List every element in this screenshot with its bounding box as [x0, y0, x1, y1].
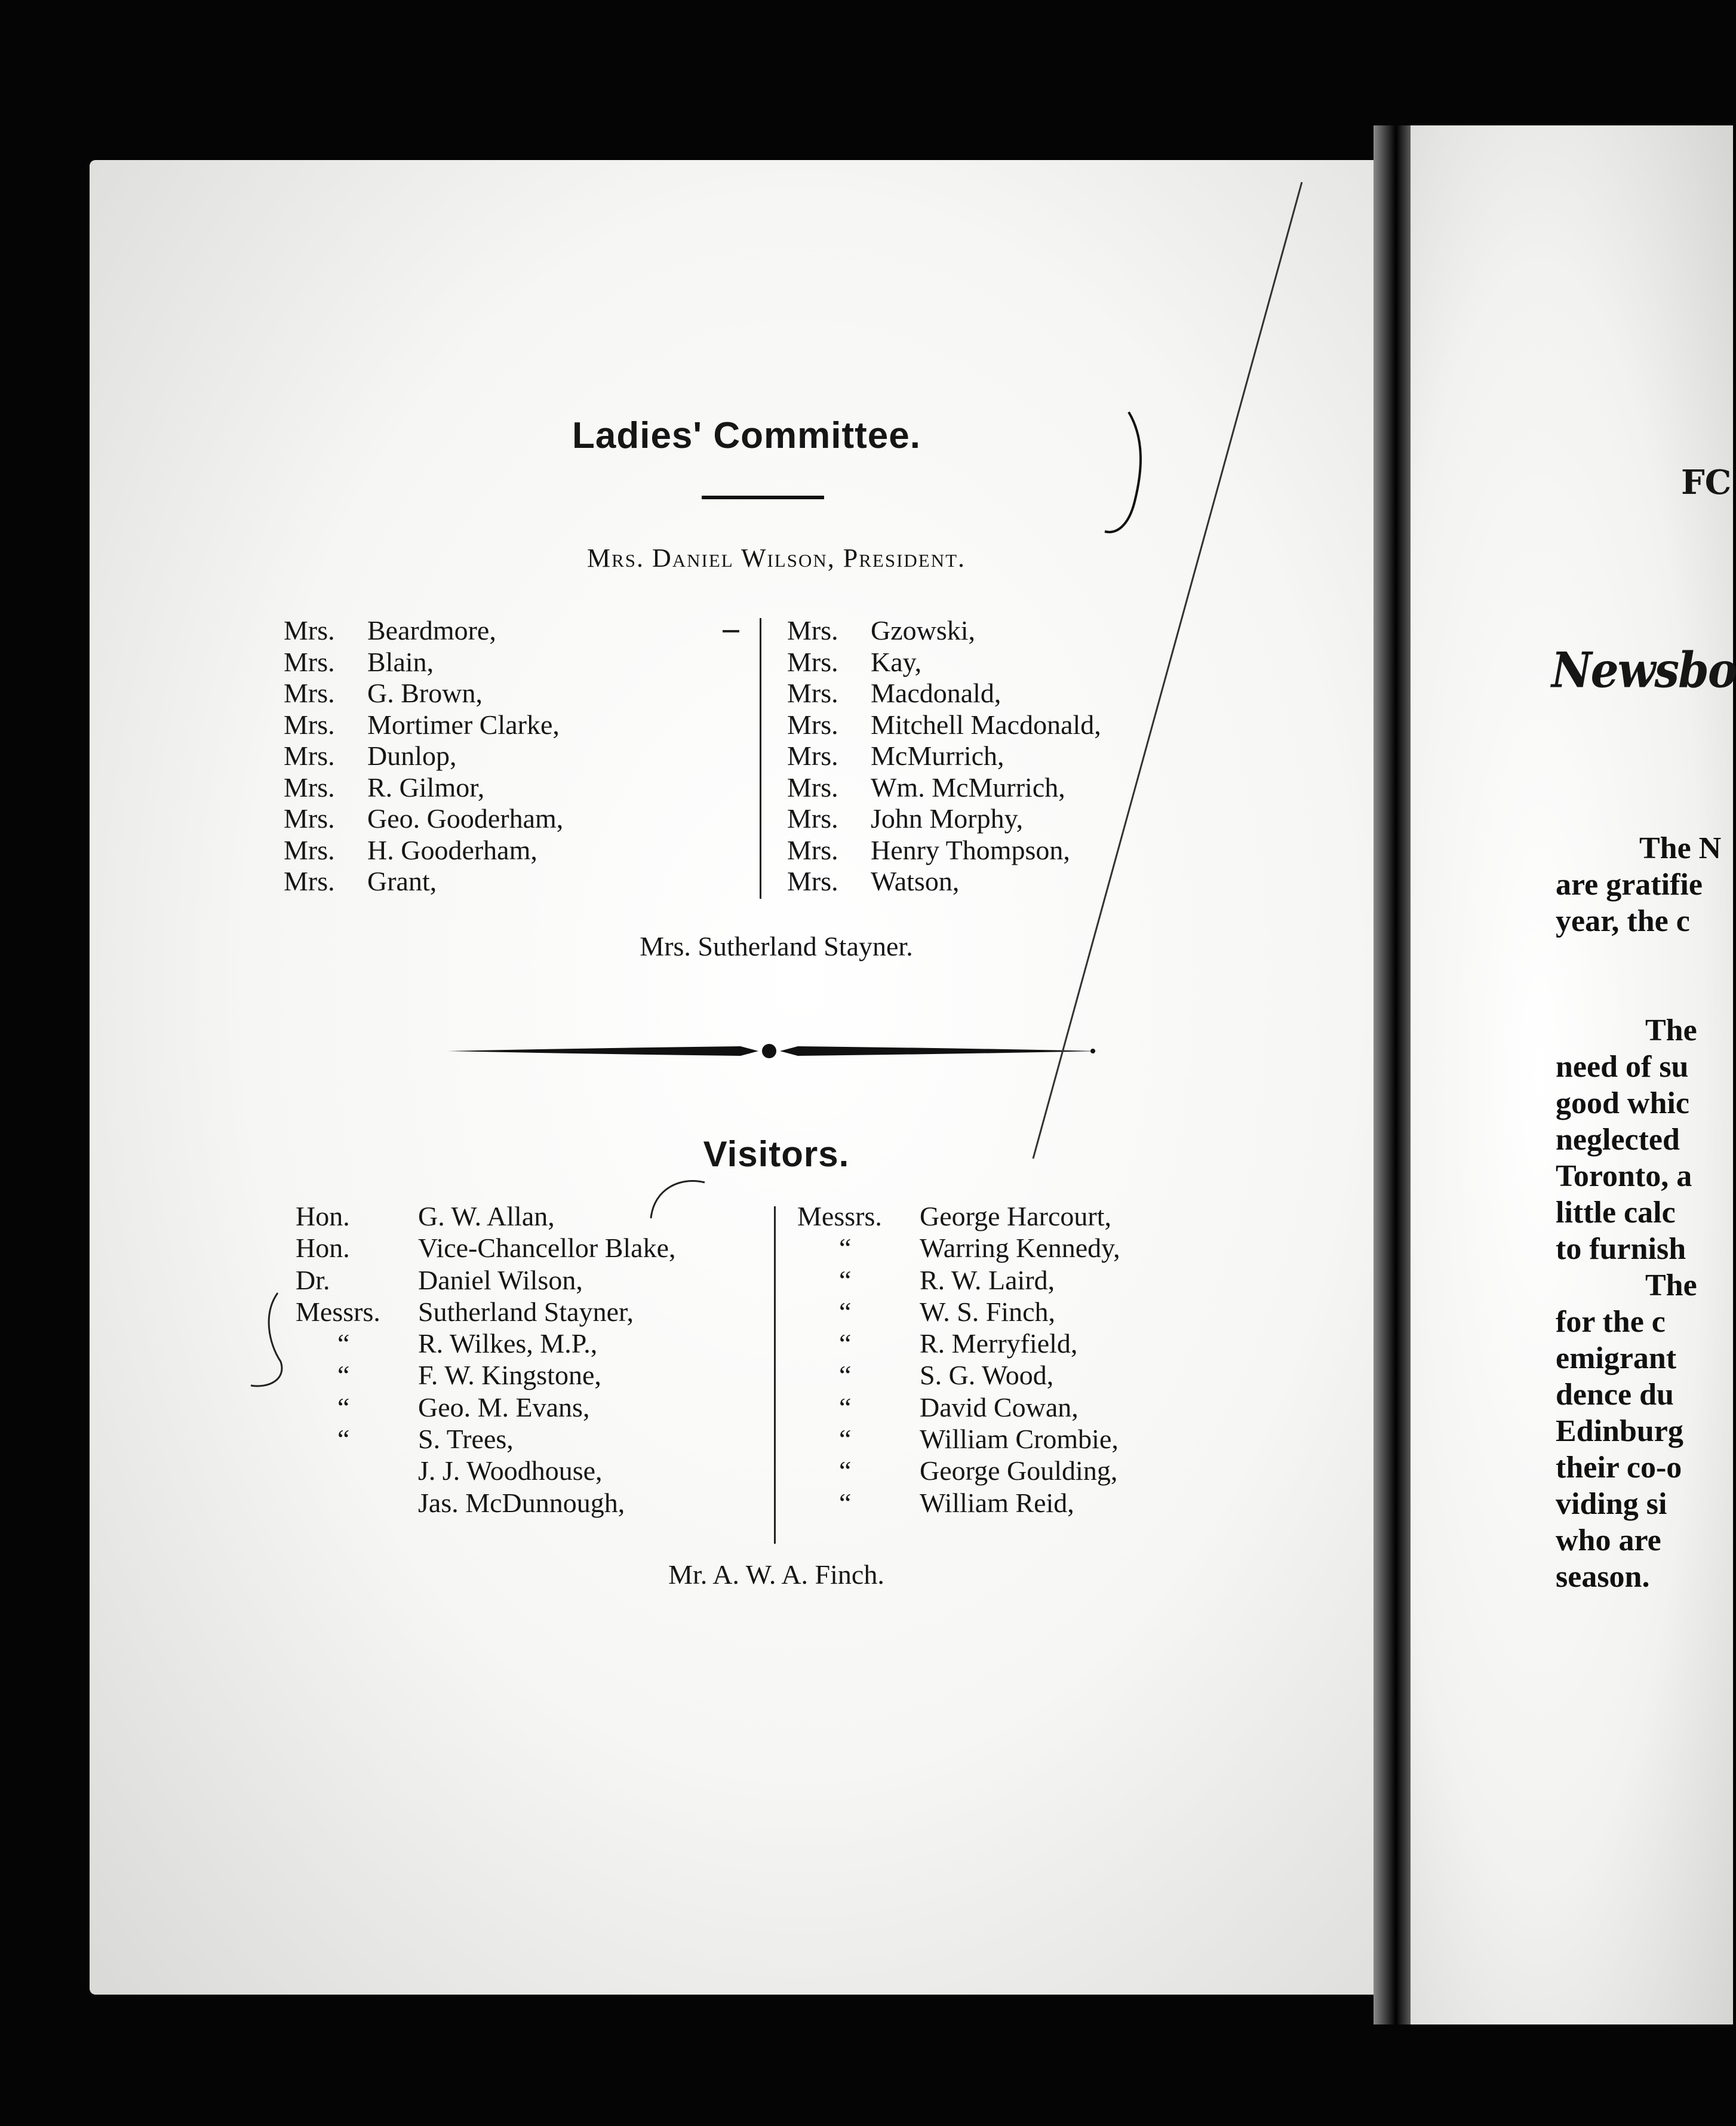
visitors-left-column — [296, 1200, 676, 1519]
list-item: “ S. G. Wood, — [839, 1360, 1054, 1391]
list-item: “ S. Trees, — [337, 1424, 514, 1455]
list-item: Dr. Daniel Wilson, — [296, 1264, 583, 1295]
right-page-title-fragment: FC — [1681, 463, 1732, 502]
right-page-blackletter-fragment: Newsbo — [1551, 642, 1736, 699]
pen-scribble-decoration — [245, 1290, 293, 1397]
dash-mark — [723, 630, 739, 632]
list-item: Mrs. Geo. Gooderham, — [284, 803, 564, 834]
text-line: good whic — [1556, 1086, 1689, 1120]
list-item: Jas. McDunnough, — [418, 1487, 625, 1518]
list-item: Mrs. Mortimer Clarke, — [284, 709, 560, 740]
list-item: Messrs. Sutherland Stayner, — [296, 1296, 634, 1327]
list-item: “ William Crombie, — [839, 1424, 1119, 1455]
list-item: Mrs. H. Gooderham, — [284, 834, 537, 865]
ornamental-divider — [442, 1036, 1105, 1066]
text-line: year, the c — [1556, 904, 1690, 938]
text-line: little calc — [1556, 1196, 1676, 1230]
list-item: “ R. Wilkes, M.P., — [337, 1328, 598, 1359]
text-line: are gratifie — [1556, 868, 1703, 902]
text-line: Toronto, a — [1556, 1159, 1692, 1193]
text-line: need of su — [1556, 1050, 1689, 1084]
text-line: The — [1645, 1268, 1697, 1302]
text-line: viding si — [1556, 1487, 1667, 1521]
text-line: to furnish — [1556, 1232, 1686, 1266]
text-line: who are — [1556, 1523, 1661, 1557]
text-line: their co-o — [1556, 1451, 1682, 1485]
right-page-text-block — [1556, 830, 1721, 1595]
list-item: Mrs. Grant, — [284, 866, 437, 896]
list-item: Mrs. R. Gilmor, — [284, 772, 485, 803]
list-item: Mrs. Blain, — [284, 646, 434, 677]
list-item: Mrs. Mitchell Macdonald, — [787, 709, 1101, 740]
list-item: “ Warring Kennedy, — [839, 1233, 1120, 1264]
list-item: “ F. W. Kingstone, — [337, 1360, 601, 1391]
list-item: “ George Goulding, — [839, 1455, 1118, 1486]
list-item: Mrs. Gzowski, — [787, 615, 976, 646]
list-item: Mrs. Macdonald, — [787, 678, 1001, 708]
text-line: Edinburg — [1556, 1414, 1683, 1448]
column-divider — [760, 618, 761, 899]
list-item: Messrs. George Harcourt, — [797, 1201, 1112, 1231]
list-item: “ R. W. Laird, — [839, 1264, 1055, 1295]
list-item: Mrs. John Morphy, — [787, 803, 1024, 834]
ladies-left-column — [284, 615, 563, 898]
ladies-committee-footer: Mrs. Sutherland Stayner. — [640, 931, 913, 961]
text-line: dence du — [1556, 1378, 1674, 1412]
list-item: Mrs. Dunlop, — [284, 741, 457, 771]
text-line: emigrant — [1556, 1341, 1677, 1375]
list-item: “ W. S. Finch, — [839, 1296, 1056, 1327]
pen-scribble-decoration — [645, 1176, 717, 1230]
text-line: The N — [1639, 831, 1722, 865]
list-item: “ R. Merryfield, — [839, 1328, 1078, 1359]
list-item: Mrs. McMurrich, — [787, 741, 1004, 771]
list-item: Hon. G. W. Allan, — [296, 1201, 555, 1231]
list-item: Mrs. G. Brown, — [284, 678, 483, 708]
list-item: Mrs. Kay, — [787, 646, 922, 677]
ladies-committee-heading: Ladies' Committee. — [572, 415, 921, 456]
visitors-right-column — [797, 1200, 1120, 1519]
list-item: Mrs. Henry Thompson, — [787, 834, 1070, 865]
visitors-heading: Visitors. — [703, 1134, 850, 1174]
visitors-footer: Mr. A. W. A. Finch. — [668, 1559, 884, 1590]
list-item: Mrs. Wm. McMurrich, — [787, 772, 1065, 803]
list-item: Hon. Vice-Chancellor Blake, — [296, 1233, 676, 1264]
president-text: Mrs. Daniel Wilson, President. — [586, 543, 966, 573]
column-divider — [774, 1206, 776, 1544]
text-line: for the c — [1556, 1305, 1666, 1339]
text-line: neglected — [1556, 1123, 1680, 1157]
heading-rule — [702, 496, 824, 499]
pen-line-decoration — [1027, 179, 1314, 1165]
list-item: Mrs. Beardmore, — [284, 615, 496, 646]
text-line: season. — [1556, 1560, 1650, 1594]
text-line — [1556, 976, 1721, 1012]
text-line — [1556, 939, 1721, 976]
list-item: J. J. Woodhouse, — [418, 1455, 603, 1486]
list-item: “ David Cowan, — [839, 1391, 1079, 1423]
text-line: The — [1645, 1013, 1697, 1047]
list-item: “ William Reid, — [839, 1487, 1074, 1518]
list-item: “ Geo. M. Evans, — [337, 1391, 590, 1423]
list-item: Mrs. Watson, — [787, 866, 960, 896]
